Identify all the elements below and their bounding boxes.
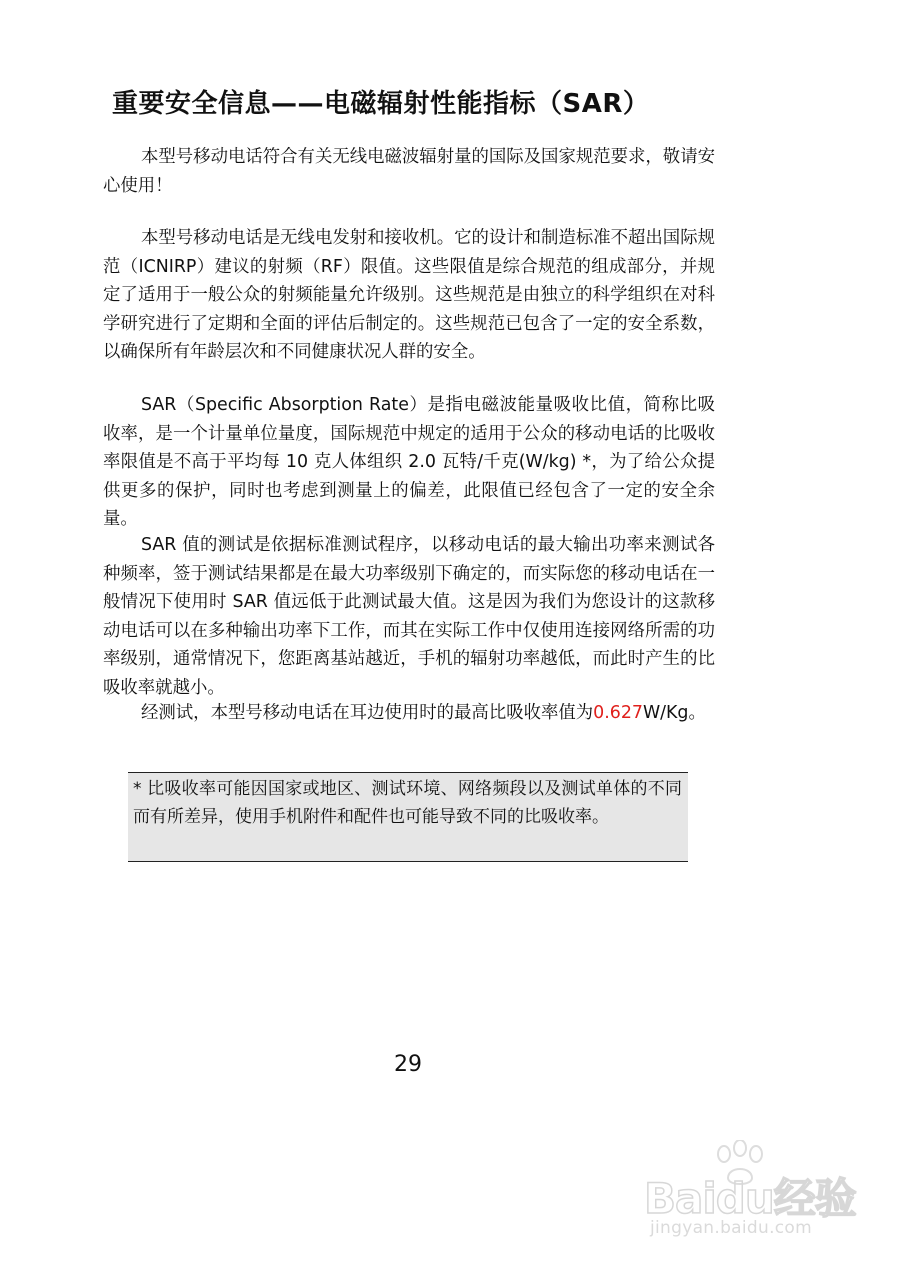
paragraph-sar-testing-text: SAR 值的测试是依据标准测试程序，以移动电话的最大输出功率来测试各种频率，签于测试结果都是在最大功率级别下确定的，而实际您的移动电话在一般情况下使用时 SAR 值远低于此测试最大值。这是因为我们为您设计的这款移动电话可以在多种输出功率下工作，而其在实际工作中仅使用连接网络所需的功率级别，通常情况下，您距离基站越近，手机的辐射功率越低，而此时产生的比吸收率就越小。: [103, 535, 715, 698]
footnote-text: * 比吸收率可能因国家或地区、测试环境、网络频段以及测试单体的不同而有所差异，使用手机附件和配件也可能导致不同的比吸收率。: [133, 779, 682, 827]
page-number: 29: [394, 1052, 422, 1077]
paragraph-icnirp: [103, 224, 715, 367]
baidu-jingyan-watermark: [640, 1140, 860, 1250]
sar-unit: W/Kg。: [642, 703, 706, 723]
paragraph-sar-testing: [103, 531, 715, 703]
footnote-box: [128, 772, 688, 862]
paragraph-sar-definition-text: SAR（Specific Absorption Rate）是指电磁波能量吸收比值，简称比吸收率，是一个计量单位量度，国际规范中规定的适用于公众的移动电话的比吸收率限值是不高于平均每 10 克人体组织 2.0 瓦特/千克(W/kg) *，为了给公众提供更多的保护，同时也考虑到测量上的偏差，此限值已经包含了一定的安全余量。: [103, 395, 715, 530]
paragraph-compliance: [103, 143, 715, 200]
page-title: 重要安全信息——电磁辐射性能指标（SAR）: [112, 89, 650, 119]
paragraph-sar-result-prefix: 经测试，本型号移动电话在耳边使用时的最高比吸收率值为: [141, 703, 594, 723]
paragraph-sar-result: [103, 699, 715, 728]
sar-value: 0.627: [593, 703, 643, 723]
paragraph-sar-definition: [103, 391, 715, 534]
paragraph-compliance-text: 本型号移动电话符合有关无线电磁波辐射量的国际及国家规范要求，敬请安心使用！: [103, 147, 715, 196]
paragraph-icnirp-text: 本型号移动电话是无线电发射和接收机。它的设计和制造标准不超出国际规范（ICNIRP）建议的射频（RF）限值。这些限值是综合规范的组成部分，并规定了适用于一般公众的射频能量允许级别。这些规范是由独立的科学组织在对科学研究进行了定期和全面的评估后制定的。这些规范已包含了一定的安全系数，以确保所有年龄层次和不同健康状况人群的安全。: [103, 228, 715, 363]
watermark-url: jingyan.baidu.com: [650, 1218, 812, 1238]
watermark-brand: Baidu经验: [644, 1174, 856, 1223]
